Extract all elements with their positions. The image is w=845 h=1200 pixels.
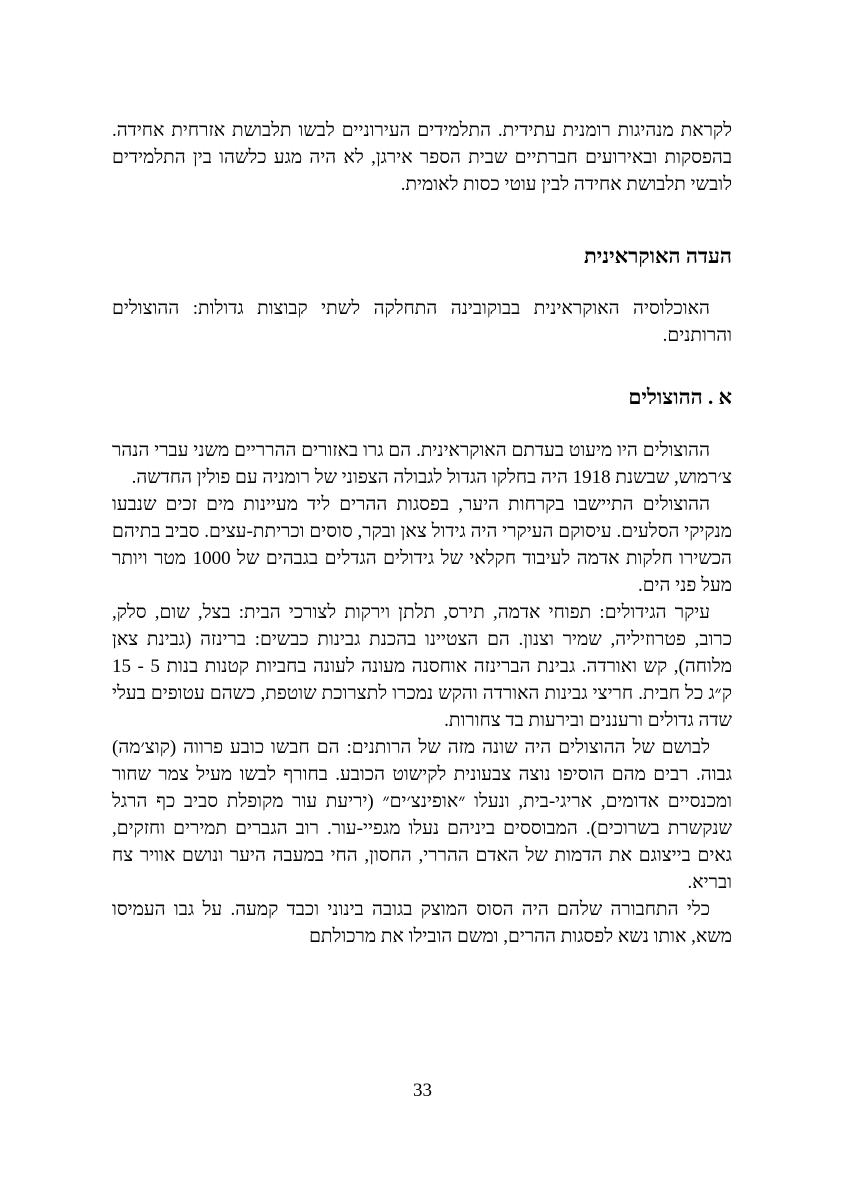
paragraph-intro: לקראת מנהיגות רומנית עתידית. התלמידים העירוניים לבשו תלבושת אזרחית אחידה. בהפסקות ובאירועים חברתיים שבית הספר אירגן, לא היה מגע כלשהו בין התלמידים לובשי תלבושת אחידה לבין עוטי כסות לאומית. — [112, 120, 732, 195]
page-number: 33 — [413, 1080, 432, 1101]
page-content — [112, 117, 732, 950]
paragraph-hutsuls-2: ההוצולים התיישבו בקרחות היער, בפסגות ההרים ליד מעיינות מים זכים שנבעו מנקיקי הסלעים. עיסוקם העיקרי היה גידול צאן ובקר, סוסים וכריתת-עצים. סביב בתיהם הכשירו חלקות אדמה לעיבוד חקלאי של גידולים הגדלים בגבהים של 1000 מטר ויותר מעל פני הים. — [112, 494, 732, 596]
paragraph-hutsuls-5: כלי התחבורה שלהם היה הסוס המוצק בגובה בינוני וכבד קמעה. על גבו העמיסו משא, אותו נשא לפסגות ההרים, ומשם הובילו את מרכולתם — [112, 899, 732, 947]
paragraph-hutsuls-3: עיקר הגידולים: תפוחי אדמה, תירס, תלתן וירקות לצורכי הבית: בצל, שום, סלק, כרוב, פטרוזיליה, שמיר וצנון. הם הצטיינו בהכנת גבינות כבשים: ברינזה (גבינת צאן מלוחה), קש ואורדה. גבינת הברינזה אוחסנה מעונה לעונה בחביות קטנות בנות 5 - 15 ק״ג כל חבית. חריצי גבינות האורדה והקש נמכרו לתצרוכת שוטפת, כשהם עטופים בעלי שדה גדולים ורעננים ובירעות בד צחורות. — [112, 602, 733, 731]
section-heading-ukrainian-community: העדה האוקראינית — [583, 244, 732, 268]
paragraph-hutsuls-4: לבושם של ההוצולים היה שונה מזה של הרותנים: הם חבשו כובע פרווה (קוצ׳מה) גבוה. רבים מהם הוסיפו נוצה צבעונית לקישוט הכובע. בחורף לבשו מעיל צמר שחור ומכנסיים אדומים, אריגי-בית, ונעלו ״אופינצ׳ים״ (יריעת עור מקופלת סביב כף הרגל שנקשרת בשרוכים). המבוססים ביניהם נעלו מגפיי-עור. רוב הגברים תמירים וחזקים, גאים בייצוגם את הדמות של האדם ההררי, החסון, החי במעבה היער ונושם אוויר צח ובריא. — [112, 737, 732, 893]
paragraph-community: האוכלוסיה האוקראינית בבוקובינה התחלקה לשתי קבוצות גדולות: ההוצולים והרותנים. — [112, 298, 732, 346]
section-heading-hutsuls: א . ההוצולים — [628, 385, 732, 409]
paragraph-hutsuls-1: ההוצולים היו מיעוט בעדתם האוקראינית. הם גרו באזורים ההרריים משני עברי הנהר צ׳רמוש, שבשנת 1918 היה בחלקו הגדול לגבולה הצפוני של רומניה עם פולין החדשה. — [112, 440, 732, 488]
